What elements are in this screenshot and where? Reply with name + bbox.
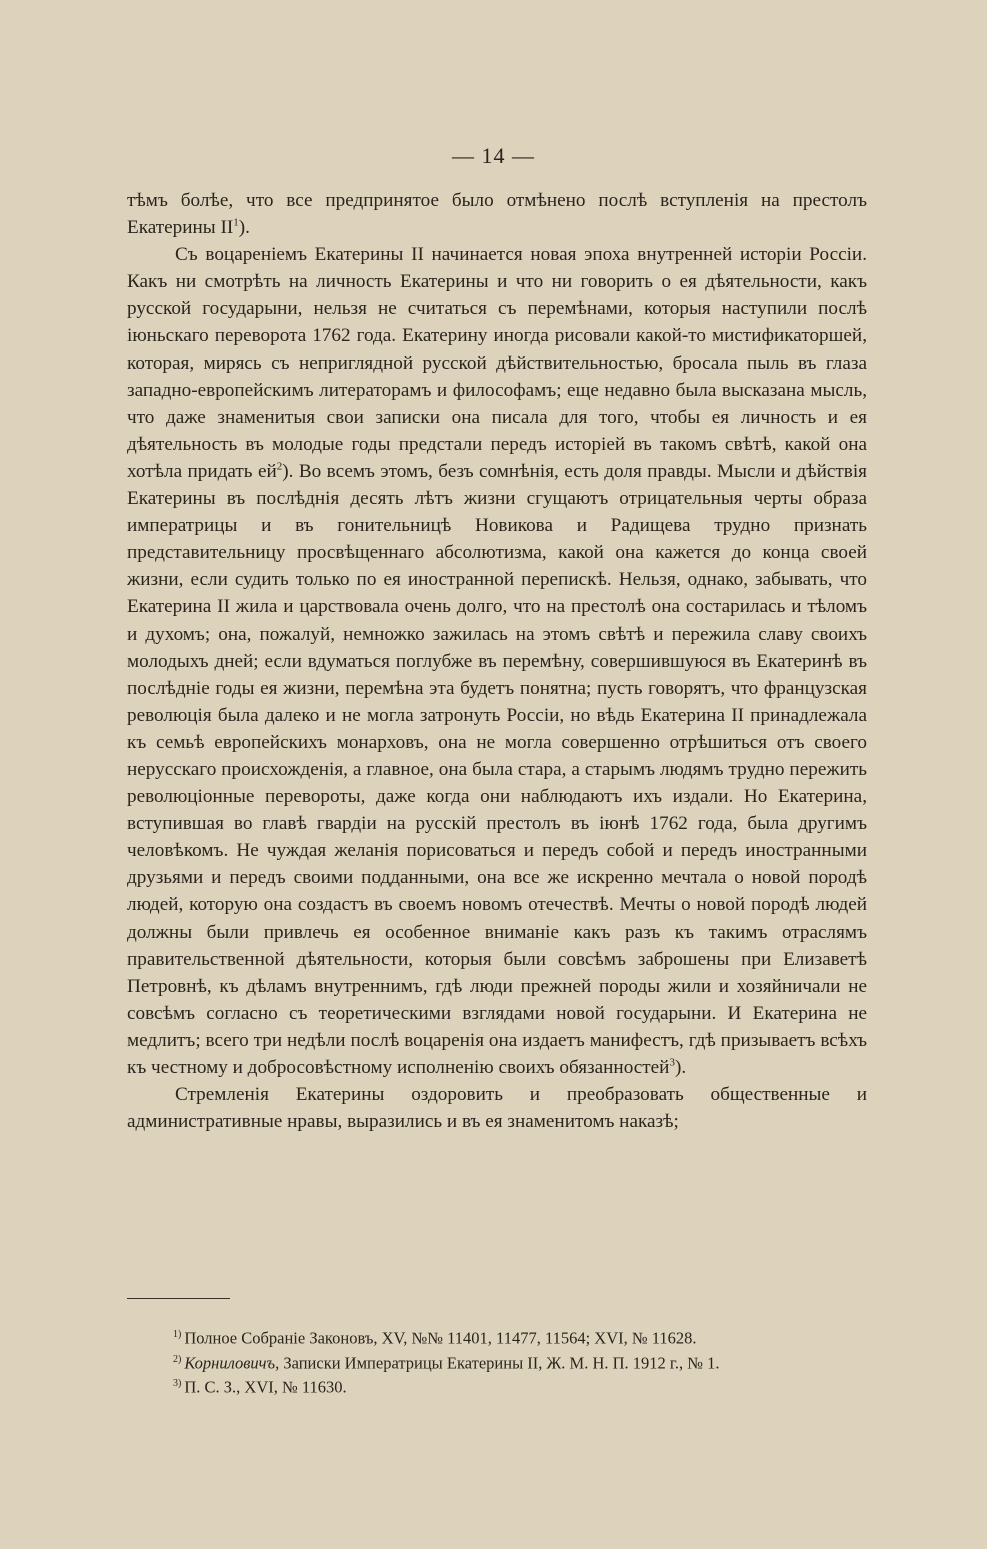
footnote-mark: 3) [173, 1378, 182, 1389]
body-text [127, 187, 867, 1135]
footnote-author: Корниловичъ, [184, 1353, 280, 1372]
page-number: — 14 — [452, 143, 535, 168]
paragraph-3 [127, 1081, 867, 1135]
paragraph-text: Съ воцареніемъ Екатерины II начинается новая эпоха внутренней исторіи Россіи. Какъ ни смотрѣть на личность Екатерины и что ни говорить о ея дѣятельности, какъ русской государыни, нельзя не считаться съ перемѣнами, которыя наступили послѣ іюньскаго переворота 1762 года. Екатерину иногда рисовали какой-то мистификаторшей, которая, мирясь съ неприглядной русской дѣйствительностью, бросала пыль въ глаза западно-европейскимъ литераторамъ и философамъ; еще недавно была высказана мысль, что даже знаменитыя свои записки она писала для того, чтобы ея личность и ея дѣятельность въ молодые годы предстали передъ исторіей въ такомъ свѣтѣ, какой она хотѣла придать ей [127, 244, 867, 482]
paragraph-tail: ). Во всемъ этомъ, безъ сомнѣнія, есть доля правды. Мысли и дѣйствія Екатерины въ послѣднія десять лѣтъ жизни сгущаютъ отрицательныя черты образа императрицы и въ гонительницѣ Новикова и Радищева трудно признать представительницу просвѣщеннаго абсолютизма, какой она кажется до конца своей жизни, если судить только по ея иностранной перепискѣ. Нельзя, однако, забывать, что Екатерина II жила и царствовала очень долго, что на престолѣ она состарилась и тѣломъ и духомъ; она, пожалуй, немножко зажилась на этомъ свѣтѣ и пережила славу своихъ молодыхъ дней; если вдуматься поглубже въ перемѣну, совершившуюся въ Екатеринѣ въ послѣдніе годы ея жизни, перемѣна эта будетъ понятна; пусть говорятъ, что французская революція была далеко и не могла затронуть Россіи, но вѣдь Екатерина II принадлежала къ семьѣ европейскихъ монарховъ, она не могла совершенно отрѣшиться отъ своего нерусскаго происхожденія, а главное, она была стара, а старымъ людямъ трудно пережить революціонные перевороты, даже когда они наблюдаютъ ихъ издали. Но Екатерина, вступившая во главѣ гвардіи на русскій престолъ въ іюнѣ 1762 года, была другимъ человѣкомъ. Не чуждая желанія порисоваться и передъ собой и передъ иностранными друзьями и передъ своими подданными, она все же искренно мечтала о новой породѣ людей, которую она создастъ въ своемъ новомъ отечествѣ. Мечты о новой породѣ людей должны были привлечь ея особенное вниманіе какъ разъ къ такимъ отраслямъ правительственной дѣятельности, которыя были совсѣмъ заброшены при Елизаветѣ Петровнѣ, къ дѣламъ внутреннимъ, гдѣ люди прежней породы жили и хозяйничали не совсѣмъ согласно съ теоретическими взглядами новой государыни. И Екатерина не медлитъ; всего три недѣли послѣ воцаренія она издаетъ манифестъ, гдѣ призываетъ всѣхъ къ честному и добросовѣстному исполненію своихъ обязанностей [127, 460, 867, 1078]
footnote-text: Полное Собраніе Законовъ, XV, №№ 11401, 11477, 11564; XVI, № 11628. [184, 1328, 697, 1348]
paragraph-text: тѣмъ болѣе, что все предпринятое было отмѣнено послѣ вступленія на престолъ Екатерины II [127, 190, 867, 239]
footnote-mark: 2) [173, 1353, 182, 1365]
footnote-3 [173, 1373, 873, 1398]
footnote-2 [173, 1349, 873, 1374]
paragraph-2 [127, 241, 867, 1081]
footnote-1 [173, 1324, 873, 1349]
paragraph-tail: ). [238, 217, 250, 239]
footnotes [173, 1324, 873, 1398]
paragraph-text: Стремленія Екатерины оздоровить и преобразовать общественные и административные нравы, выразились и въ ея знаменитомъ наказѣ; [127, 1084, 867, 1133]
paragraph-1 [127, 187, 867, 241]
footnote-mark: 1) [173, 1329, 182, 1340]
footnote-ref: 2 [276, 460, 283, 473]
footnote-divider [127, 1298, 230, 1299]
footnote-text: П. С. З., XVI, № 11630. [184, 1377, 347, 1397]
paragraph-tail: ). [674, 1057, 687, 1078]
footnote-ref: 1 [233, 216, 239, 229]
footnote-ref: 3 [669, 1056, 675, 1069]
footnote-text: Записки Императрицы Екатерины II, Ж. М. Н. П. 1912 г., № 1. [279, 1353, 720, 1372]
